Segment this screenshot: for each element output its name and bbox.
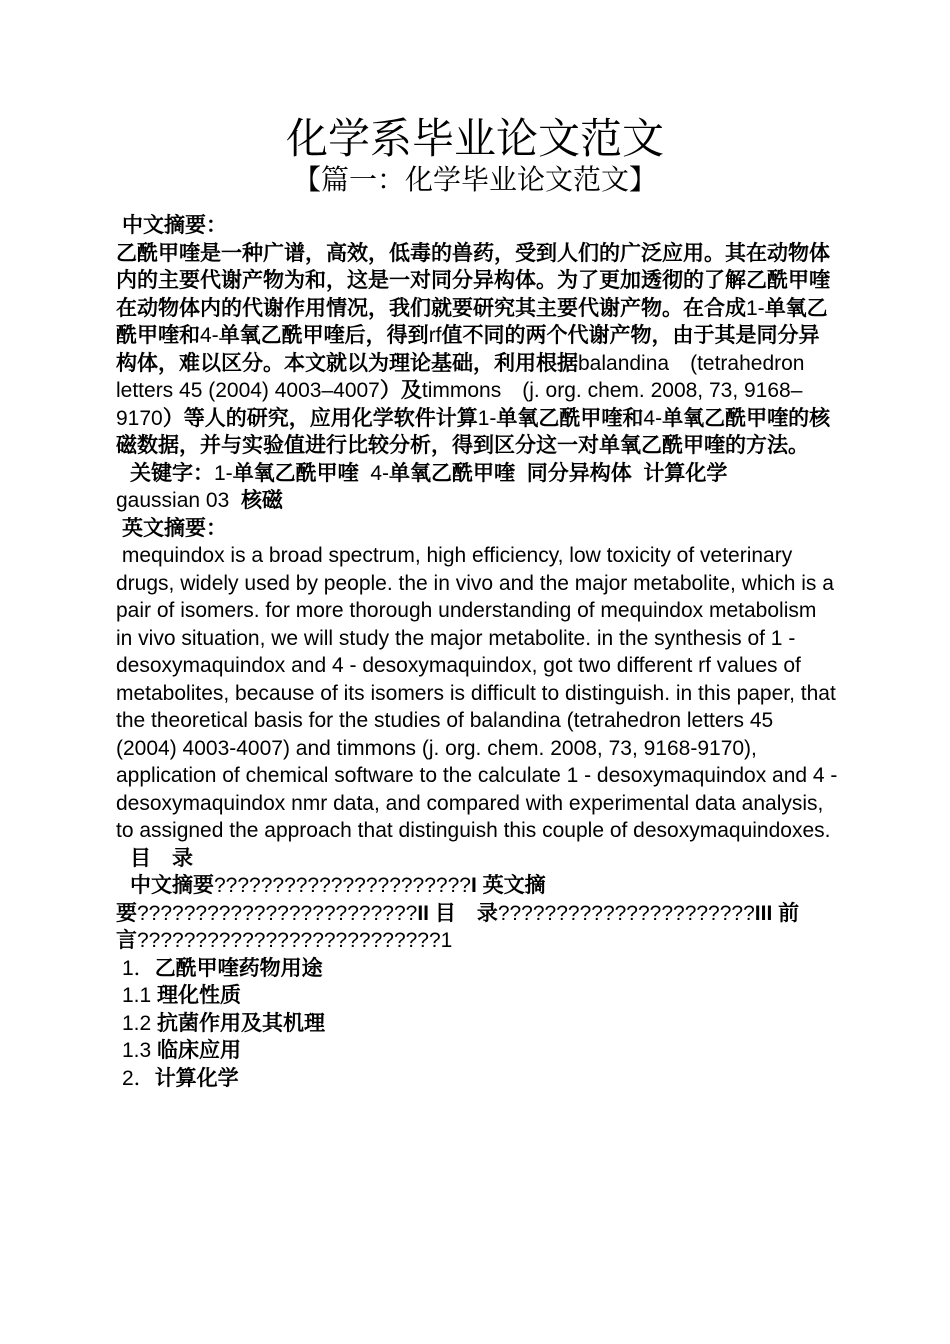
cn-abstract-heading: 中文摘要： <box>122 214 227 237</box>
document-subtitle: 【篇一：化学毕业论文范文】 <box>292 164 657 195</box>
cn-abstract-text: ）及 <box>379 379 422 402</box>
keyword: 单氧乙酰甲喹 <box>232 461 359 485</box>
toc-entry-leader: ?????????????????????????? <box>137 929 441 952</box>
cn-abstract-rf: rf <box>428 324 442 347</box>
toc-entry-label[interactable]: 前 言 <box>116 901 821 952</box>
keyword: 核磁 <box>240 489 283 512</box>
keywords-label: 关键字： <box>130 461 214 485</box>
en-abstract-paragraph <box>116 542 838 845</box>
toc-item-title: 计算化学 <box>154 1066 239 1090</box>
toc-entry-label[interactable]: 目 录 <box>434 901 498 925</box>
toc-item-number: 2． <box>122 1066 155 1090</box>
keyword: 单氧乙酰甲喹 <box>389 461 516 485</box>
toc-item-title: 理化性质 <box>157 984 242 1007</box>
en-abstract-text: mequindox is a broad spectrum, high efficiency, low toxicity of veterinary drugs, widely used by people. the in vivo and the major metabolite, which is a pair of isomers. for more thorough understanding of mequindox metabolism in vivo situation, we will study the major metabolite. in the synthesis of 1 - desoxymaquindox and 4 - desoxymaquindox, got two different rf values of metabolites, because of its isomers is difficult to distinguish. in this paper, that the theoretical basis for the studies of balandina (tetrahedron letters 45 (2004) 4003-4007) and timmons (j. org. chem. 2008, 73, 9168-9170), application of chemical software to the calculate 1 - desoxymaquindox and 4 - desoxymaquindox nmr data, and compared with experimental data analysis, to assigned the approach that distinguish this couple of desoxymaquindoxes. <box>116 544 838 842</box>
cn-abstract-text: 值不同的两个代谢产物，由于其是同分异构体，难以区分。本文就以为理论基础，利用根据 <box>116 324 820 375</box>
toc-entry-label[interactable]: 中文摘要 <box>130 874 214 897</box>
toc-entry-page: III <box>754 901 773 925</box>
toc-entry-leader: ?????????????????????? <box>497 901 755 925</box>
toc-item[interactable] <box>116 982 838 1010</box>
keyword: 计算化学 <box>643 461 728 485</box>
toc-item-number: 1.1 <box>122 984 158 1007</box>
toc-entry-leader: ???????????????????????? <box>137 901 418 925</box>
toc-item[interactable] <box>116 955 838 983</box>
toc-entry-page: I <box>470 874 477 897</box>
cn-abstract-num: 1- <box>477 406 497 430</box>
cn-abstract-text: 单氧乙酰甲喹后，得到 <box>218 324 429 347</box>
cn-abstract-ref1: balandina (tetrahedron letters 45 (2004) 4003–4007 <box>116 351 805 402</box>
toc-heading: 目 录 <box>130 846 193 870</box>
toc-entry-page: II <box>417 901 429 925</box>
cn-abstract-text: 单氧乙酰甲喹的核磁数据，并与实验值进行比较分析，得到区分这一对单氧乙酰甲喹的方法。 <box>116 406 831 457</box>
cn-abstract-text: 单氧乙酰甲喹和 <box>116 296 828 347</box>
keyword: gaussian 03 <box>116 489 230 512</box>
keyword-num: 1- <box>214 461 233 485</box>
toc-item-title: 抗菌作用及其机理 <box>157 1011 326 1035</box>
keyword: 同分异构体 <box>526 461 632 485</box>
cn-abstract-text: ）等人的研究，应用化学软件计算 <box>162 406 478 430</box>
toc-item-number: 1.2 <box>122 1011 158 1035</box>
toc-entries <box>116 872 838 955</box>
cn-abstract-num: 4- <box>200 324 219 347</box>
document-body <box>116 212 838 1092</box>
toc-item[interactable] <box>116 1010 838 1038</box>
cn-abstract-num: 4- <box>643 406 663 430</box>
cn-abstract-text: 乙酰甲喹是一种广谱，高效，低毒的兽药，受到人们的广泛应用。其在动物体内的主要代谢产物为和，这是一对同分异构体。为了更加透彻的了解乙酰甲喹在动物体内的代谢作用情况，我们就要研究其主要代谢产物。在合成 <box>116 241 830 320</box>
en-abstract-heading: 英文摘要： <box>122 516 227 540</box>
toc-item-title: 乙酰甲喹药物用途 <box>154 956 323 980</box>
toc-item-title: 临床应用 <box>157 1039 242 1062</box>
keyword-num: 4- <box>370 461 390 485</box>
keywords-line <box>116 460 838 488</box>
toc-entry-leader: ?????????????????????? <box>214 874 471 897</box>
cn-abstract-num: 1- <box>746 296 765 320</box>
keywords-line-2 <box>116 487 838 515</box>
toc-entry-page: 1 <box>440 929 453 952</box>
cn-abstract-ref2: timmons (j. org. chem. 2008, 73, 9168–9170 <box>116 379 803 430</box>
toc-entry-label[interactable]: 英文摘要 <box>116 874 546 925</box>
toc-item[interactable] <box>116 1037 838 1065</box>
toc-item-number: 1． <box>122 956 155 980</box>
toc-item-number: 1.3 <box>122 1039 158 1062</box>
cn-abstract-paragraph <box>116 240 838 460</box>
document-title: 化学系毕业论文范文 <box>285 115 664 162</box>
toc-item[interactable] <box>116 1065 838 1093</box>
cn-abstract-text: 单氧乙酰甲喹和 <box>496 406 644 430</box>
